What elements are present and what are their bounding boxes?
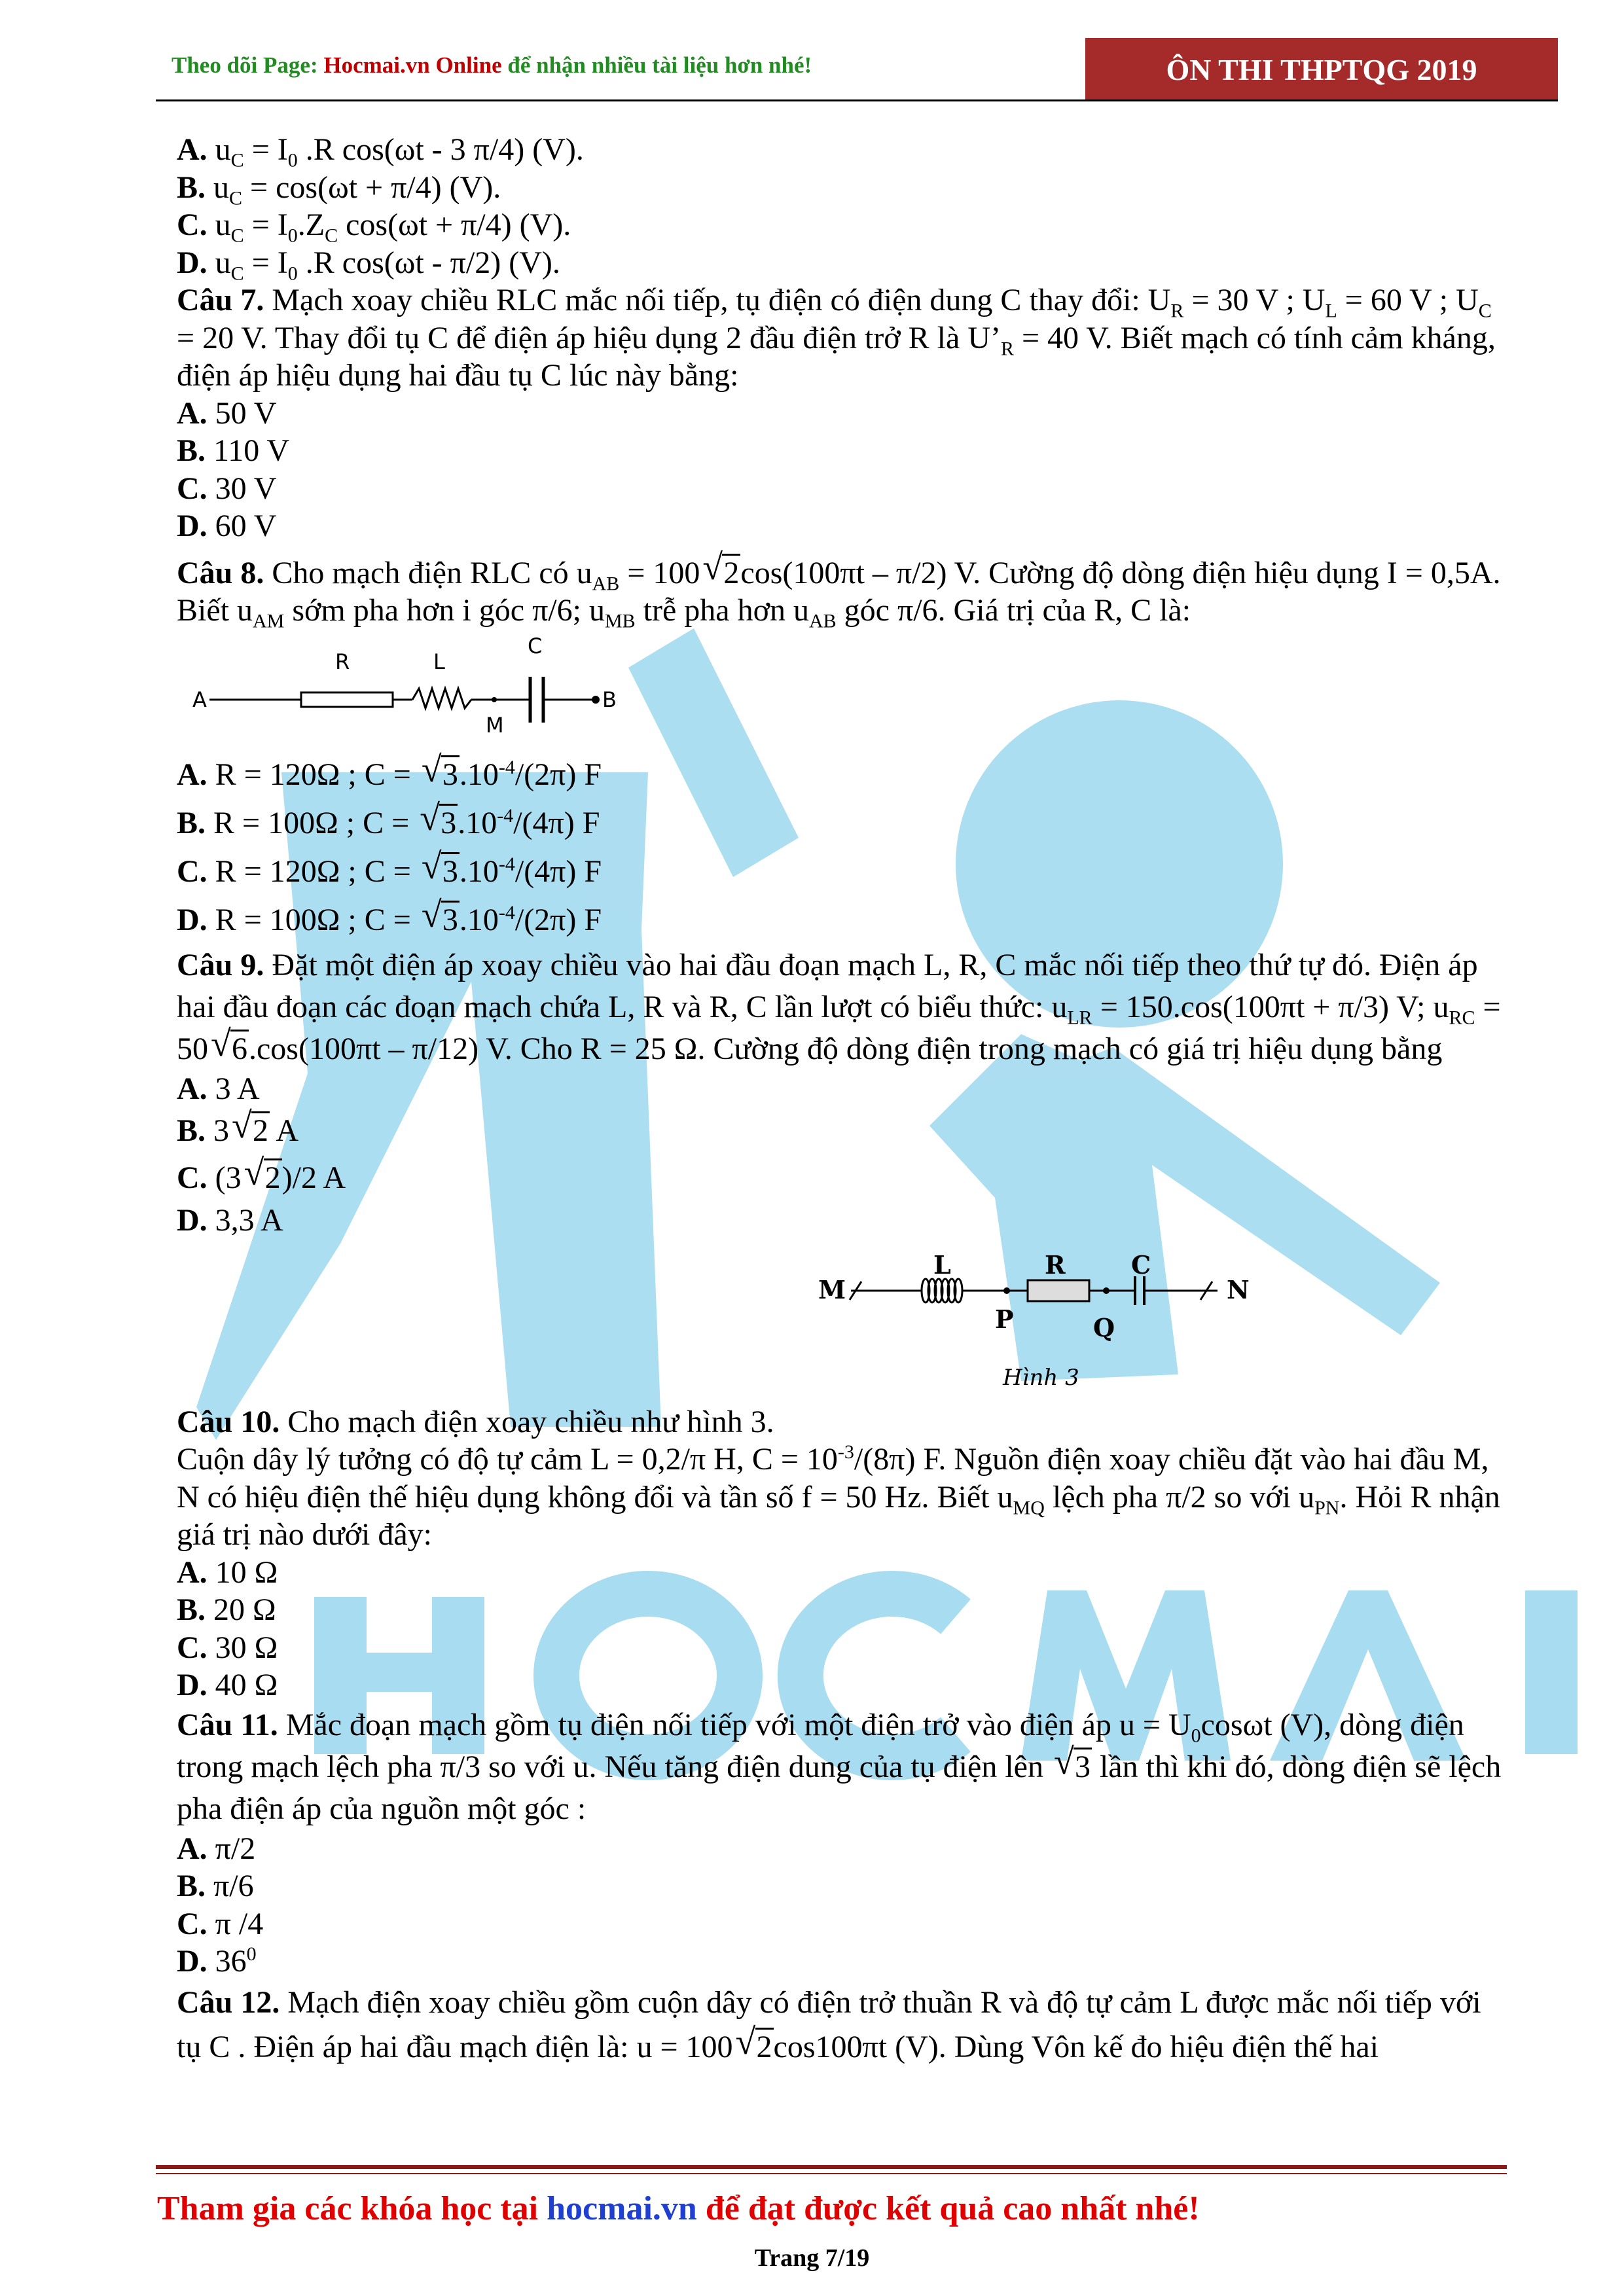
figure-3-circuit — [177, 1240, 1506, 1403]
fig3-capacitor-label: C — [1131, 1249, 1151, 1280]
q6-option-a: A. $u_C = I_0$ .R cos(ωt - 3 π/4) (V). — [177, 132, 584, 171]
q6-option-c: C. $u_C = I_0.Z_C$ cos(ωt + π/4) (V). — [177, 207, 571, 247]
footer-divider-thick — [156, 2165, 1507, 2169]
q8-option-a: A. R = 120Ω ; C = √ $3.10^{-4}/(2\pi)$ F — [177, 751, 1506, 799]
q9-option-b: B. 3√ 2 A — [177, 1107, 1506, 1155]
q8-circuit-diagram — [177, 630, 1506, 751]
q7-option-d: D. 60 V — [177, 509, 277, 543]
fig3-node-q: Q — [1093, 1312, 1115, 1342]
exam-badge: ÔN THI THPTQG 2019 — [1085, 38, 1558, 101]
q10-intro: Câu 10. Cho mạch điện xoay chiều như hình 3. — [177, 1404, 774, 1439]
node-m-label: M — [486, 712, 504, 738]
q9-option-c: C. (3√ 2)/2 A — [177, 1155, 1506, 1202]
q6-option-d: D. $u_C = I_0$ .R cos(ωt - π/2) (V). — [177, 245, 560, 285]
q10-option-d: D. 40 Ω — [177, 1668, 278, 1702]
q10-option-a: A. 10 Ω — [177, 1554, 278, 1590]
footer-divider-thin — [156, 2173, 1507, 2174]
q12-stem: Câu 12. Mạch điện xoay chiều gồm cuộn dây có điện trở thuần R và độ tự cảm L được mắc nối tiếp với tụ C . Điện áp hai đầu mạch điện là: u = 100√ 2cos100πt (V). Dùng Vôn kế đo hiệu điện thế hai — [177, 1981, 1506, 2070]
footer-brand-link[interactable]: hocmai.vn — [547, 2190, 697, 2227]
q10-stem: Cuộn dây lý tưởng có độ tự cảm L = 0,2/π H, $C = 10^{-3}/(8\pi)$ F. Nguồn điện xoay chiều đặt vào hai đầu M, N có hiệu điện thế hiệu dụng không đổi và tần số f = 50 Hz. Biết $u_{MQ}$ lệch pha π/2 so với $u_{PN}$. Hỏi R nhận giá trị nào dưới đây: — [177, 1441, 1500, 1552]
q8-option-c: C. R = 120Ω ; C = √ $3.10^{-4}/(4\pi)$ F — [177, 848, 1506, 896]
q11-stem: Câu 11. Mắc đoạn mạch gồm tụ điện nối tiếp với một điện trở vào điện áp $u = U_0\cos\omega t$ (V), dòng điện trong mạch lệch pha π/3 so với u. Nếu tăng điện dung của tụ điện lên √ 3 lần thì khi đó, dòng điện sẽ lệch pha điện áp của nguồn một góc : — [177, 1704, 1506, 1830]
q7-option-c: C. 30 V — [177, 471, 277, 506]
inductor-symbol — [412, 689, 471, 708]
q9-option-a: A. 3 A — [177, 1071, 260, 1106]
fig3-node-m: M — [818, 1274, 846, 1304]
capacitor-label: C — [528, 633, 543, 658]
q9-stem: Câu 9. Đặt một điện áp xoay chiều vào hai đầu đoạn mạch L, R, C mắc nối tiếp theo thứ tự đó. Điện áp hai đầu đoạn các đoạn mạch chứa L, R và R, C lần lượt có biểu thức: $u_{LR} = 150.\cos(100\pi t + \pi/3)$ V; $u_{RC} = 50√$ 6.cos(100πt – π/12) V. Cho R = 25 Ω. Cường độ dòng điện trong mạch có giá trị hiệu dụng bằng — [177, 944, 1506, 1070]
q9-option-d: D. 3,3 A — [177, 1203, 283, 1238]
q7-option-a: A. 50 V — [177, 395, 277, 431]
node-b-label: B — [602, 687, 617, 712]
footer-suffix: để đạt được kết quả cao nhất nhé! — [696, 2190, 1200, 2227]
fig3-node-p: P — [995, 1304, 1014, 1334]
fig3-inductor-coil — [922, 1279, 962, 1302]
inductor-label: L — [433, 649, 445, 674]
fig3-caption: Hình 3 — [1003, 1364, 1079, 1391]
q10-option-b: B. 20 Ω — [177, 1592, 276, 1627]
footer-promo — [157, 2189, 1200, 2228]
q11-option-a: A. π/2 — [177, 1831, 256, 1866]
resistor-symbol — [301, 692, 393, 707]
page-number: Trang 7/19 — [754, 2244, 870, 2272]
header-brand-link[interactable]: Hocmai.vn Online — [323, 52, 502, 78]
q10-option-c: C. 30 Ω — [177, 1630, 278, 1665]
header-prefix: Theo dõi Page: — [171, 52, 324, 78]
fig3-node-n: N — [1227, 1274, 1250, 1304]
q6-option-b: B. $u_C = \cos(\omega t + \pi/4)$ (V). — [177, 170, 501, 209]
q11-option-c: C. π /4 — [177, 1906, 264, 1941]
header-divider — [156, 99, 1558, 101]
resistor-label: R — [335, 649, 350, 674]
q11-option-d: D. $36^0$ — [177, 1943, 257, 1979]
fig3-inductor-label: L — [933, 1249, 951, 1280]
fig3-resistor — [1028, 1280, 1089, 1301]
q11-option-b: B. π/6 — [177, 1869, 254, 1903]
q7-stem: Câu 7. Mạch xoay chiều RLC mắc nối tiếp, tụ điện có điện dung C thay đổi: $U_R = 30$ V ; $U_L = 60$ V ; $U_C = 20$ V. Thay đổi tụ C để điện áp hiệu dụng 2 đầu điện trở R là $U’_R = 40$ V. Biết mạch có tính cảm kháng, điện áp hiệu dụng hai đầu tụ C lúc này bằng: — [177, 283, 1496, 393]
q8-stem: Câu 8. Cho mạch điện RLC có $u_{AB} = 100√$ 2cos(100πt – π/2) V. Cường độ dòng điện hiệu dụng I = 0,5A. Biết $u_{AM}$ sớm pha hơn i góc π/6; $u_{MB}$ trễ pha hơn $u_{AB}$ góc π/6. Giá trị của R, C là: — [177, 554, 1506, 630]
node-a-label: A — [192, 687, 207, 712]
q8-option-b: B. R = 100Ω ; C = √ $3.10^{-4}/(4\pi)$ F — [177, 799, 1506, 848]
header-suffix: để nhận nhiều tài liệu hơn nhé! — [501, 52, 812, 78]
fig3-resistor-label: R — [1045, 1249, 1066, 1280]
q7-option-b: B. 110 V — [177, 433, 290, 468]
page-content — [177, 131, 1506, 2070]
footer-prefix: Tham gia các khóa học tại — [157, 2190, 547, 2227]
q8-option-d: D. R = 100Ω ; C = √ $3.10^{-4}/(2\pi)$ F — [177, 896, 1506, 944]
header-promo-text — [171, 52, 812, 79]
